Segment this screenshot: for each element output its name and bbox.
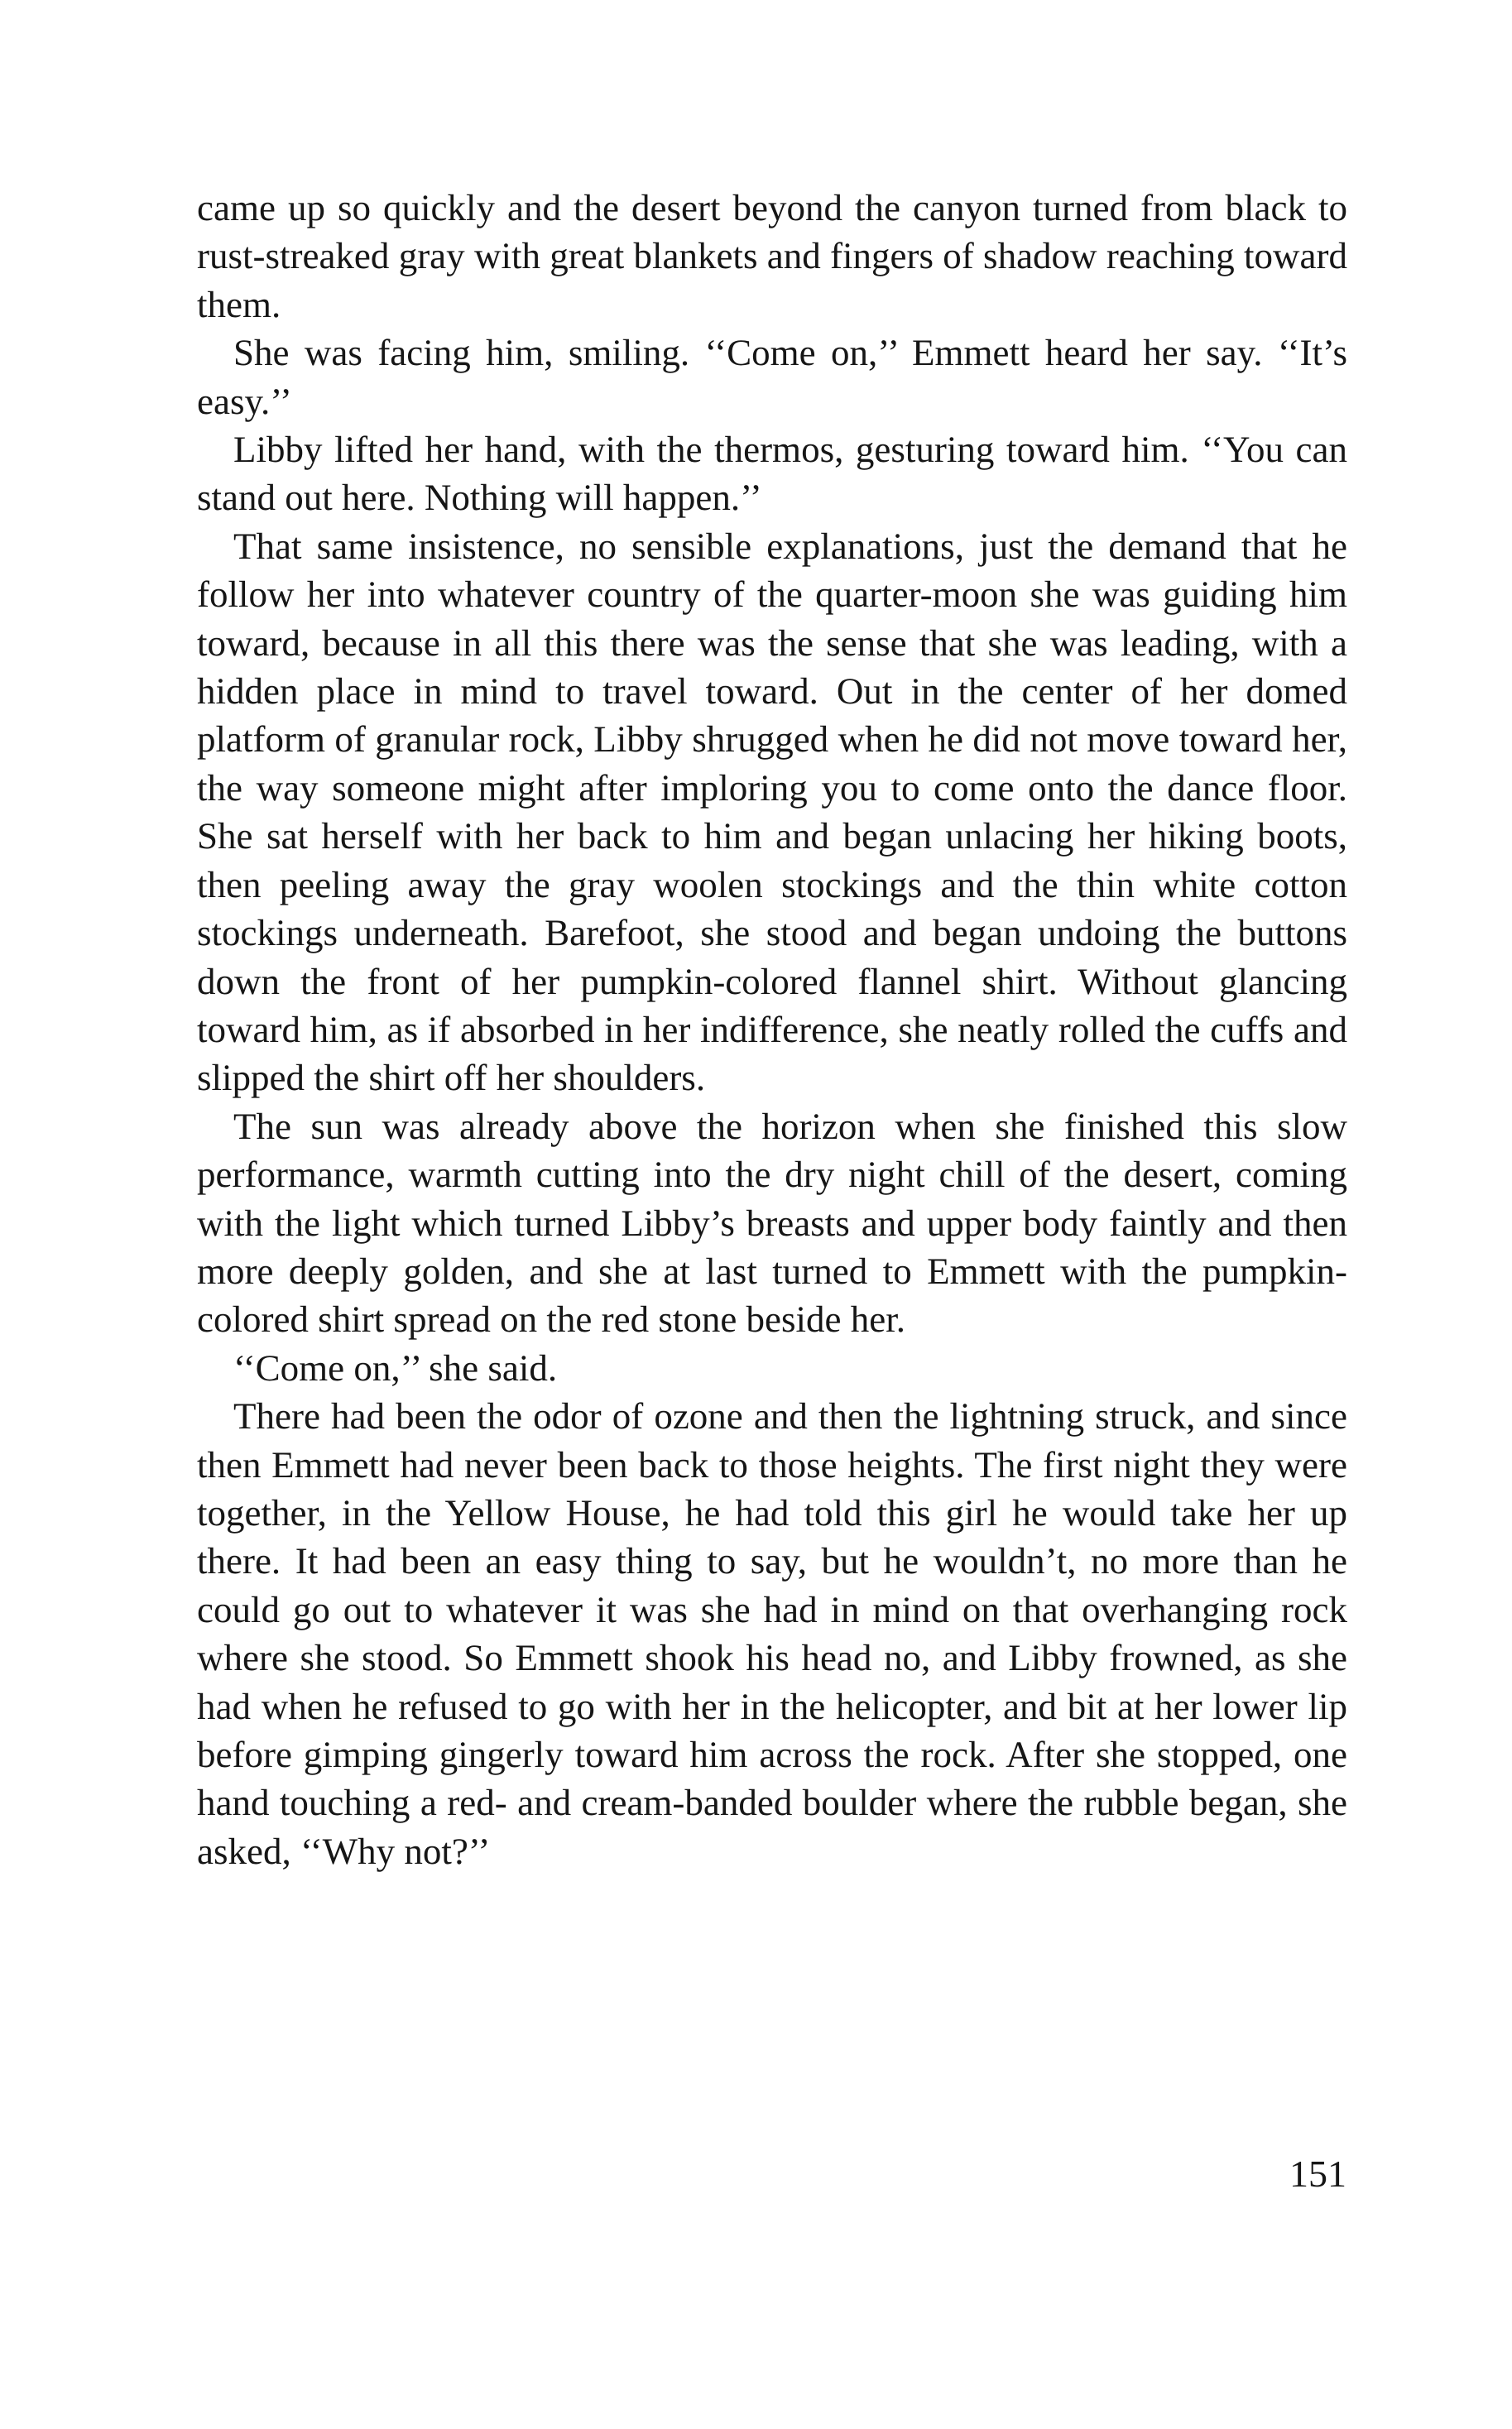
paragraph: She was facing him, smiling. ‘‘Come on,’’ Emmett heard her say. ‘‘It’s easy.’’	[197, 332, 1347, 422]
paragraph: ‘‘Come on,’’ she said.	[233, 1347, 558, 1389]
page-number: 151	[1289, 2153, 1346, 2195]
body-text	[197, 184, 1347, 1875]
paragraph: The sun was already above the horizon when she finished this slow performance, warmth cutting into the dry night chill of the desert, coming with the light which turned Libby’s breasts and upper body faintly and then more deeply golden, and she at last turned to Emmett with the pumpkin-colored shirt spread on the red stone beside her.	[197, 1105, 1347, 1341]
paragraph: came up so quickly and the desert beyond the canyon turned from black to rust-streaked gray with great blankets and fingers of shadow reaching toward them.	[197, 187, 1347, 325]
paragraph: That same insistence, no sensible explanations, just the demand that he follow her into whatever country of the quarter-moon she was guiding him toward, because in all this there was the sense that she was leading, with a hidden place in mind to travel toward. Out in the center of her domed platform of granular rock, Libby shrugged when he did not move toward her, the way someone might after imploring you to come onto the dance floor. She sat herself with her back to him and began unlacing her hiking boots, then peeling away the gray woolen stockings and the thin white cotton stockings underneath. Barefoot, she stood and began undoing the buttons down the front of her pumpkin-colored flannel shirt. Without glancing toward him, as if absorbed in her indifference, she neatly rolled the cuffs and slipped the shirt off her shoulders.	[197, 525, 1347, 1099]
paragraph: There had been the odor of ozone and then the lightning struck, and since then Emmett had never been back to those heights. The first night they were together, in the Yellow House, he had told this girl he would take her up there. It had been an easy thing to say, but he wouldn’t, no more than he could go out to whatever it was she had in mind on that overhanging rock where she stood. So Emmett shook his head no, and Libby frowned, as she had when he refused to go with her in the helicopter, and bit at her lower lip before gimping gingerly toward him across the rock. After she stopped, one hand touching a red- and cream-banded boulder where the rubble began, she asked, ‘‘Why not?’’	[197, 1395, 1347, 1872]
paragraph: Libby lifted her hand, with the thermos, gesturing toward him. ‘‘You can stand out here. Nothing will happen.’’	[197, 429, 1347, 519]
